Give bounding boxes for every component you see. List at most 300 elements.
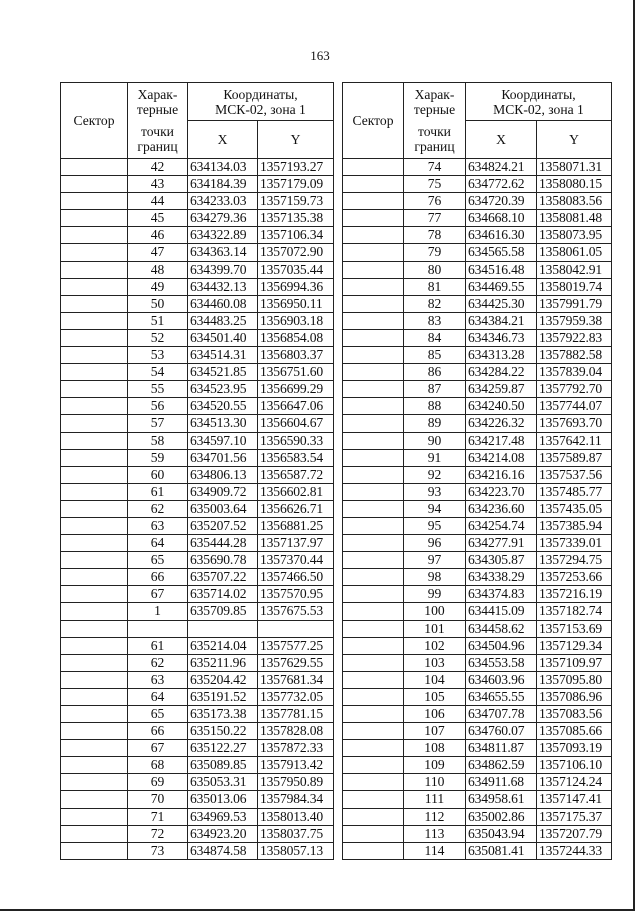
sector-cell	[343, 466, 404, 483]
point-cell: 69	[128, 774, 188, 791]
sector-cell	[61, 706, 128, 723]
y-cell: 1357882.58	[537, 347, 612, 364]
point-cell: 65	[128, 552, 188, 569]
y-cell: 1357732.05	[258, 688, 334, 705]
point-cell: 103	[404, 654, 466, 671]
sector-cell	[343, 706, 404, 723]
point-cell: 43	[128, 176, 188, 193]
y-cell: 1357385.94	[537, 517, 612, 534]
point-cell: 91	[404, 449, 466, 466]
table-row	[61, 244, 334, 261]
table-row	[343, 706, 612, 723]
x-cell: 634772.62	[466, 176, 537, 193]
page-number: 163	[310, 48, 330, 63]
sector-cell	[343, 449, 404, 466]
sector-cell	[343, 723, 404, 740]
sector-header: Сектор	[343, 83, 404, 159]
point-cell: 1	[128, 603, 188, 620]
sector-cell	[61, 466, 128, 483]
sector-cell	[61, 740, 128, 757]
point-cell: 54	[128, 364, 188, 381]
coords-header: Координаты, МСК-02, зона 1	[188, 83, 334, 121]
sector-cell	[61, 774, 128, 791]
x-cell: 634233.03	[188, 193, 258, 210]
x-cell: 634277.91	[466, 535, 537, 552]
point-cell: 55	[128, 381, 188, 398]
sector-cell	[343, 295, 404, 312]
point-cell: 53	[128, 347, 188, 364]
table-row	[343, 466, 612, 483]
table-row	[343, 347, 612, 364]
point-cell: 73	[128, 842, 188, 859]
y-cell: 1357792.70	[537, 381, 612, 398]
sector-cell	[61, 449, 128, 466]
sector-cell	[343, 312, 404, 329]
table-row	[343, 278, 612, 295]
table-row	[61, 159, 334, 176]
sector-cell	[343, 535, 404, 552]
sector-cell	[61, 227, 128, 244]
y-cell: 1357106.34	[258, 227, 334, 244]
table-row	[61, 825, 334, 842]
point-cell: 111	[404, 791, 466, 808]
point-cell: 84	[404, 329, 466, 346]
x-cell: 634374.83	[466, 586, 537, 603]
table-row	[61, 603, 334, 620]
y-cell: 1357085.66	[537, 723, 612, 740]
x-cell: 635207.52	[188, 517, 258, 534]
table-row	[343, 193, 612, 210]
x-cell: 634520.55	[188, 398, 258, 415]
sector-cell	[343, 347, 404, 364]
sector-cell	[61, 637, 128, 654]
sector-cell	[61, 347, 128, 364]
x-cell: 634313.28	[466, 347, 537, 364]
point-cell: 96	[404, 535, 466, 552]
point-cell: 68	[128, 757, 188, 774]
y-cell: 1357681.34	[258, 671, 334, 688]
sector-cell	[343, 774, 404, 791]
y-cell: 1357083.56	[537, 706, 612, 723]
sector-cell	[61, 210, 128, 227]
table-row	[61, 295, 334, 312]
x-cell: 634226.32	[466, 415, 537, 432]
sector-cell	[343, 825, 404, 842]
point-cell: 79	[404, 244, 466, 261]
table-row	[343, 500, 612, 517]
sector-cell	[343, 159, 404, 176]
x-cell: 635690.78	[188, 552, 258, 569]
y-cell	[258, 620, 334, 637]
point-cell: 99	[404, 586, 466, 603]
point-cell: 107	[404, 723, 466, 740]
table-row	[343, 808, 612, 825]
x-cell: 634501.40	[188, 329, 258, 346]
point-cell: 82	[404, 295, 466, 312]
table-row	[343, 671, 612, 688]
sector-cell	[343, 398, 404, 415]
x-cell: 634240.50	[466, 398, 537, 415]
x-cell: 634701.56	[188, 449, 258, 466]
point-cell: 109	[404, 757, 466, 774]
x-cell: 635714.02	[188, 586, 258, 603]
x-cell: 634216.16	[466, 466, 537, 483]
y-cell: 1357913.42	[258, 757, 334, 774]
table-row	[61, 278, 334, 295]
x-cell: 635002.86	[466, 808, 537, 825]
table-row	[343, 552, 612, 569]
table-row	[61, 808, 334, 825]
sector-cell	[343, 500, 404, 517]
point-cell: 85	[404, 347, 466, 364]
table-row	[61, 842, 334, 859]
y-cell: 1357106.10	[537, 757, 612, 774]
table-row	[61, 517, 334, 534]
point-cell: 46	[128, 227, 188, 244]
table-row	[343, 654, 612, 671]
sector-cell	[61, 569, 128, 586]
sector-cell	[343, 227, 404, 244]
point-cell: 102	[404, 637, 466, 654]
point-cell: 93	[404, 483, 466, 500]
sector-cell	[61, 364, 128, 381]
table-row	[343, 244, 612, 261]
point-cell: 106	[404, 706, 466, 723]
x-cell: 635204.42	[188, 671, 258, 688]
point-cell: 57	[128, 415, 188, 432]
x-cell: 635081.41	[466, 842, 537, 859]
point-cell: 89	[404, 415, 466, 432]
y-cell: 1358057.13	[258, 842, 334, 859]
point-cell: 51	[128, 312, 188, 329]
point-cell: 110	[404, 774, 466, 791]
sector-cell	[61, 586, 128, 603]
sector-cell	[343, 415, 404, 432]
point-cell: 86	[404, 364, 466, 381]
y-cell: 1357959.38	[537, 312, 612, 329]
point-cell: 97	[404, 552, 466, 569]
sector-cell	[61, 193, 128, 210]
x-cell: 634909.72	[188, 483, 258, 500]
sector-cell	[61, 500, 128, 517]
y-cell: 1357839.04	[537, 364, 612, 381]
sector-cell	[61, 176, 128, 193]
sector-cell	[343, 688, 404, 705]
table-row	[343, 774, 612, 791]
sector-cell	[61, 671, 128, 688]
point-cell: 70	[128, 791, 188, 808]
sector-cell	[343, 637, 404, 654]
sector-cell	[61, 159, 128, 176]
point-cell: 67	[128, 740, 188, 757]
right-table-body	[343, 159, 612, 860]
x-cell: 635003.64	[188, 500, 258, 517]
sector-cell	[61, 757, 128, 774]
table-row	[61, 312, 334, 329]
sector-cell	[61, 723, 128, 740]
x-cell: 634616.30	[466, 227, 537, 244]
point-cell: 80	[404, 261, 466, 278]
y-cell: 1356751.60	[258, 364, 334, 381]
table-row	[61, 227, 334, 244]
x-cell: 634513.30	[188, 415, 258, 432]
table-row	[343, 329, 612, 346]
sector-cell	[343, 193, 404, 210]
y-cell: 1357629.55	[258, 654, 334, 671]
point-cell: 52	[128, 329, 188, 346]
points-header-top: Харак- терные	[128, 83, 188, 121]
table-row	[61, 193, 334, 210]
point-cell: 66	[128, 569, 188, 586]
y-cell: 1356604.67	[258, 415, 334, 432]
y-cell: 1358080.15	[537, 176, 612, 193]
sector-cell	[61, 620, 128, 637]
y-cell: 1356699.29	[258, 381, 334, 398]
x-cell: 635173.38	[188, 706, 258, 723]
y-header: Y	[258, 121, 334, 159]
table-row	[61, 449, 334, 466]
sector-cell	[61, 329, 128, 346]
y-cell: 1356626.71	[258, 500, 334, 517]
x-cell: 634483.25	[188, 312, 258, 329]
x-cell: 634236.60	[466, 500, 537, 517]
points-header-bottom: точки границ	[404, 121, 466, 159]
table-row	[343, 757, 612, 774]
y-cell: 1357872.33	[258, 740, 334, 757]
point-cell: 63	[128, 671, 188, 688]
sector-cell	[61, 261, 128, 278]
point-cell: 71	[128, 808, 188, 825]
table-row	[61, 586, 334, 603]
table-row	[343, 517, 612, 534]
y-cell: 1358081.48	[537, 210, 612, 227]
x-cell: 634415.09	[466, 603, 537, 620]
sector-cell	[343, 244, 404, 261]
x-cell: 634254.74	[466, 517, 537, 534]
y-cell: 1357216.19	[537, 586, 612, 603]
point-cell: 87	[404, 381, 466, 398]
table-row	[343, 415, 612, 432]
x-cell: 634384.21	[466, 312, 537, 329]
table-row	[343, 586, 612, 603]
y-cell: 1357147.41	[537, 791, 612, 808]
point-cell: 62	[128, 654, 188, 671]
y-cell: 1358013.40	[258, 808, 334, 825]
table-row	[61, 364, 334, 381]
y-cell: 1356583.54	[258, 449, 334, 466]
point-cell: 92	[404, 466, 466, 483]
coords-header: Координаты, МСК-02, зона 1	[466, 83, 612, 121]
y-cell: 1356803.37	[258, 347, 334, 364]
table-row	[61, 706, 334, 723]
x-cell: 634760.07	[466, 723, 537, 740]
x-cell: 635211.96	[188, 654, 258, 671]
x-cell: 635707.22	[188, 569, 258, 586]
sector-cell	[61, 654, 128, 671]
x-cell: 634603.96	[466, 671, 537, 688]
y-cell: 1357035.44	[258, 261, 334, 278]
sector-cell	[343, 552, 404, 569]
sector-cell	[343, 517, 404, 534]
sector-cell	[61, 432, 128, 449]
sector-cell	[61, 483, 128, 500]
point-cell: 64	[128, 535, 188, 552]
table-row	[343, 483, 612, 500]
sector-cell	[343, 381, 404, 398]
x-cell: 634322.89	[188, 227, 258, 244]
point-cell: 105	[404, 688, 466, 705]
table-row	[343, 432, 612, 449]
point-cell	[128, 620, 188, 637]
point-cell: 90	[404, 432, 466, 449]
point-cell: 94	[404, 500, 466, 517]
x-cell: 634923.20	[188, 825, 258, 842]
table-row	[343, 688, 612, 705]
y-cell: 1357086.96	[537, 688, 612, 705]
x-cell: 634553.58	[466, 654, 537, 671]
x-cell: 634184.39	[188, 176, 258, 193]
x-cell: 635709.85	[188, 603, 258, 620]
sector-cell	[343, 620, 404, 637]
y-cell: 1357744.07	[537, 398, 612, 415]
table-row	[61, 757, 334, 774]
point-cell: 100	[404, 603, 466, 620]
point-cell: 113	[404, 825, 466, 842]
point-cell: 98	[404, 569, 466, 586]
sector-cell	[343, 671, 404, 688]
y-cell: 1357675.53	[258, 603, 334, 620]
y-cell: 1358019.74	[537, 278, 612, 295]
point-cell: 60	[128, 466, 188, 483]
x-cell: 634223.70	[466, 483, 537, 500]
sector-cell	[343, 603, 404, 620]
table-row	[343, 535, 612, 552]
point-cell: 50	[128, 295, 188, 312]
point-cell: 63	[128, 517, 188, 534]
sector-cell	[343, 364, 404, 381]
y-cell: 1356950.11	[258, 295, 334, 312]
y-cell: 1357179.09	[258, 176, 334, 193]
table-row	[343, 449, 612, 466]
table-row	[61, 654, 334, 671]
y-cell: 1357781.15	[258, 706, 334, 723]
table-row	[61, 723, 334, 740]
y-cell: 1357294.75	[537, 552, 612, 569]
x-cell: 634284.22	[466, 364, 537, 381]
point-cell: 74	[404, 159, 466, 176]
y-cell: 1357339.01	[537, 535, 612, 552]
x-cell: 635013.06	[188, 791, 258, 808]
y-cell: 1358071.31	[537, 159, 612, 176]
y-cell: 1357570.95	[258, 586, 334, 603]
y-cell: 1357072.90	[258, 244, 334, 261]
table-row	[61, 483, 334, 500]
point-cell: 78	[404, 227, 466, 244]
table-row	[343, 842, 612, 859]
point-cell: 45	[128, 210, 188, 227]
x-cell: 634911.68	[466, 774, 537, 791]
x-cell: 634217.48	[466, 432, 537, 449]
y-cell: 1356590.33	[258, 432, 334, 449]
x-cell: 634958.61	[466, 791, 537, 808]
y-cell: 1357124.24	[537, 774, 612, 791]
y-cell: 1358037.75	[258, 825, 334, 842]
table-row	[343, 364, 612, 381]
sector-cell	[343, 569, 404, 586]
sector-cell	[61, 517, 128, 534]
table-row	[343, 398, 612, 415]
point-cell: 49	[128, 278, 188, 295]
x-cell: 634597.10	[188, 432, 258, 449]
x-cell: 635444.28	[188, 535, 258, 552]
y-cell: 1357537.56	[537, 466, 612, 483]
table-row	[61, 381, 334, 398]
y-header: Y	[537, 121, 612, 159]
table-row	[61, 398, 334, 415]
y-cell: 1357693.70	[537, 415, 612, 432]
x-cell: 635214.04	[188, 637, 258, 654]
table-row	[61, 329, 334, 346]
sector-cell	[61, 244, 128, 261]
table-row	[61, 774, 334, 791]
point-cell: 76	[404, 193, 466, 210]
table-row	[61, 740, 334, 757]
point-cell: 88	[404, 398, 466, 415]
sector-cell	[61, 552, 128, 569]
sector-cell	[343, 176, 404, 193]
x-cell: 634338.29	[466, 569, 537, 586]
table-row	[343, 569, 612, 586]
x-cell: 634516.48	[466, 261, 537, 278]
x-header: X	[188, 121, 258, 159]
table-row	[343, 210, 612, 227]
x-cell: 635089.85	[188, 757, 258, 774]
sector-cell	[343, 329, 404, 346]
y-cell: 1357135.38	[258, 210, 334, 227]
table-row	[61, 210, 334, 227]
points-header-top: Харак- терные	[404, 83, 466, 121]
y-cell: 1358042.91	[537, 261, 612, 278]
point-cell: 101	[404, 620, 466, 637]
table-row	[343, 159, 612, 176]
point-cell: 48	[128, 261, 188, 278]
y-cell: 1356881.25	[258, 517, 334, 534]
point-cell: 65	[128, 706, 188, 723]
point-cell: 64	[128, 688, 188, 705]
y-cell: 1357950.89	[258, 774, 334, 791]
point-cell: 66	[128, 723, 188, 740]
point-cell: 72	[128, 825, 188, 842]
y-cell: 1357435.05	[537, 500, 612, 517]
x-cell: 634504.96	[466, 637, 537, 654]
point-cell: 61	[128, 483, 188, 500]
table-row	[61, 569, 334, 586]
sector-cell	[343, 483, 404, 500]
sector-cell	[61, 603, 128, 620]
y-cell: 1357207.79	[537, 825, 612, 842]
y-cell: 1357244.33	[537, 842, 612, 859]
x-cell: 634363.14	[188, 244, 258, 261]
table-row	[343, 603, 612, 620]
y-cell: 1357159.73	[258, 193, 334, 210]
y-cell: 1357577.25	[258, 637, 334, 654]
y-cell: 1356854.08	[258, 329, 334, 346]
x-cell: 634279.36	[188, 210, 258, 227]
table-row	[343, 620, 612, 637]
y-cell: 1357370.44	[258, 552, 334, 569]
table-row	[61, 347, 334, 364]
table-row	[61, 500, 334, 517]
